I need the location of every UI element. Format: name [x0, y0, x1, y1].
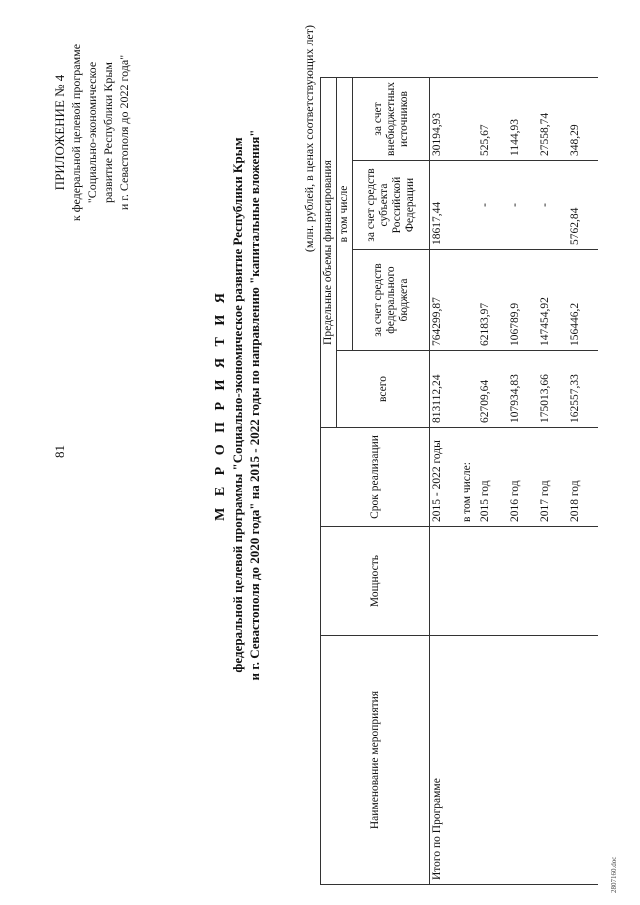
cell-extra [460, 78, 478, 161]
table-row [430, 78, 461, 885]
table-row [460, 78, 478, 885]
heading-line: и г. Севастополя до 2020 года" на 2015 - 2022 годы по направлению "капитальные вложения" [247, 129, 262, 681]
cell-total: 813112,24 [430, 351, 461, 428]
cell-total: 62709,64 [478, 351, 508, 428]
cell-total: 107934,83 [508, 351, 538, 428]
cell-subject: - [538, 161, 568, 250]
header-extra: за счет внебюджетных источников [353, 78, 430, 161]
table-row [568, 78, 598, 885]
cell-subject: - [508, 161, 538, 250]
header-federal: за счет средств федерального бюджета [353, 250, 430, 351]
cell-subject: 18617,44 [430, 161, 461, 250]
header-limits: Предельные объемы финансирования [321, 78, 337, 428]
header-name: Наименование мероприятия [321, 636, 430, 885]
appendix-line: и г. Севастополя до 2022 года" [117, 54, 131, 211]
cell-capacity [478, 527, 508, 636]
cell-extra: 30194,93 [430, 78, 461, 161]
header-including: в том числе [337, 78, 353, 351]
funding-table [320, 77, 598, 885]
cell-name [478, 636, 508, 885]
cell-federal [460, 250, 478, 351]
cell-capacity [568, 527, 598, 636]
appendix-line: "Социально-экономическое [85, 61, 99, 204]
appendix-line: к федеральной целевой программе [69, 43, 83, 222]
cell-period: 2018 год [568, 428, 598, 527]
cell-federal: 106789,9 [508, 250, 538, 351]
cell-capacity [508, 527, 538, 636]
cell-capacity [538, 527, 568, 636]
document-heading [212, 105, 263, 705]
cell-total: 175013,66 [538, 351, 568, 428]
cell-period: в том числе: [460, 428, 478, 527]
cell-name [568, 636, 598, 885]
cell-name [538, 636, 568, 885]
cell-subject [460, 161, 478, 250]
cell-extra: 348,29 [568, 78, 598, 161]
cell-federal: 156446,2 [568, 250, 598, 351]
header-period: Срок реализации [321, 428, 430, 527]
cell-subject: - [478, 161, 508, 250]
cell-subject: 5762,84 [568, 161, 598, 250]
cell-period: 2016 год [508, 428, 538, 527]
heading-title: М Е Р О П Р И Я Т И Я [213, 289, 228, 521]
appendix-block [52, 15, 132, 250]
cell-total [460, 351, 478, 428]
cell-name: Итого по Программе [430, 636, 461, 885]
cell-total: 162557,33 [568, 351, 598, 428]
table-row [478, 78, 508, 885]
cell-federal: 62183,97 [478, 250, 508, 351]
cell-period: 2015 год [478, 428, 508, 527]
cell-extra: 1144,93 [508, 78, 538, 161]
cell-capacity [430, 527, 461, 636]
cell-extra: 525,67 [478, 78, 508, 161]
page-number: 81 [52, 445, 67, 458]
header-total: всего [337, 351, 430, 428]
cell-name [508, 636, 538, 885]
header-subject: за счет средств субъекта Российской Федерации [353, 161, 430, 250]
cell-period: 2017 год [538, 428, 568, 527]
cell-name [460, 636, 478, 885]
cell-extra: 27558,74 [538, 78, 568, 161]
appendix-title: ПРИЛОЖЕНИЕ № 4 [52, 74, 67, 191]
cell-federal: 764299,87 [430, 250, 461, 351]
table-row [508, 78, 538, 885]
units-note: (млн. рублей, в ценах соответствующих лет) [302, 25, 316, 253]
heading-line: федеральной целевой программы "Социально-экономическое развитие Республики Крым [230, 137, 245, 673]
header-capacity: Мощность [321, 527, 430, 636]
appendix-line: развитие Республики Крым [101, 62, 115, 204]
table-row [538, 78, 568, 885]
cell-capacity [460, 527, 478, 636]
cell-federal: 147454,92 [538, 250, 568, 351]
file-footer: 2807160.doc [610, 856, 618, 893]
cell-period: 2015 - 2022 годы [430, 428, 461, 527]
